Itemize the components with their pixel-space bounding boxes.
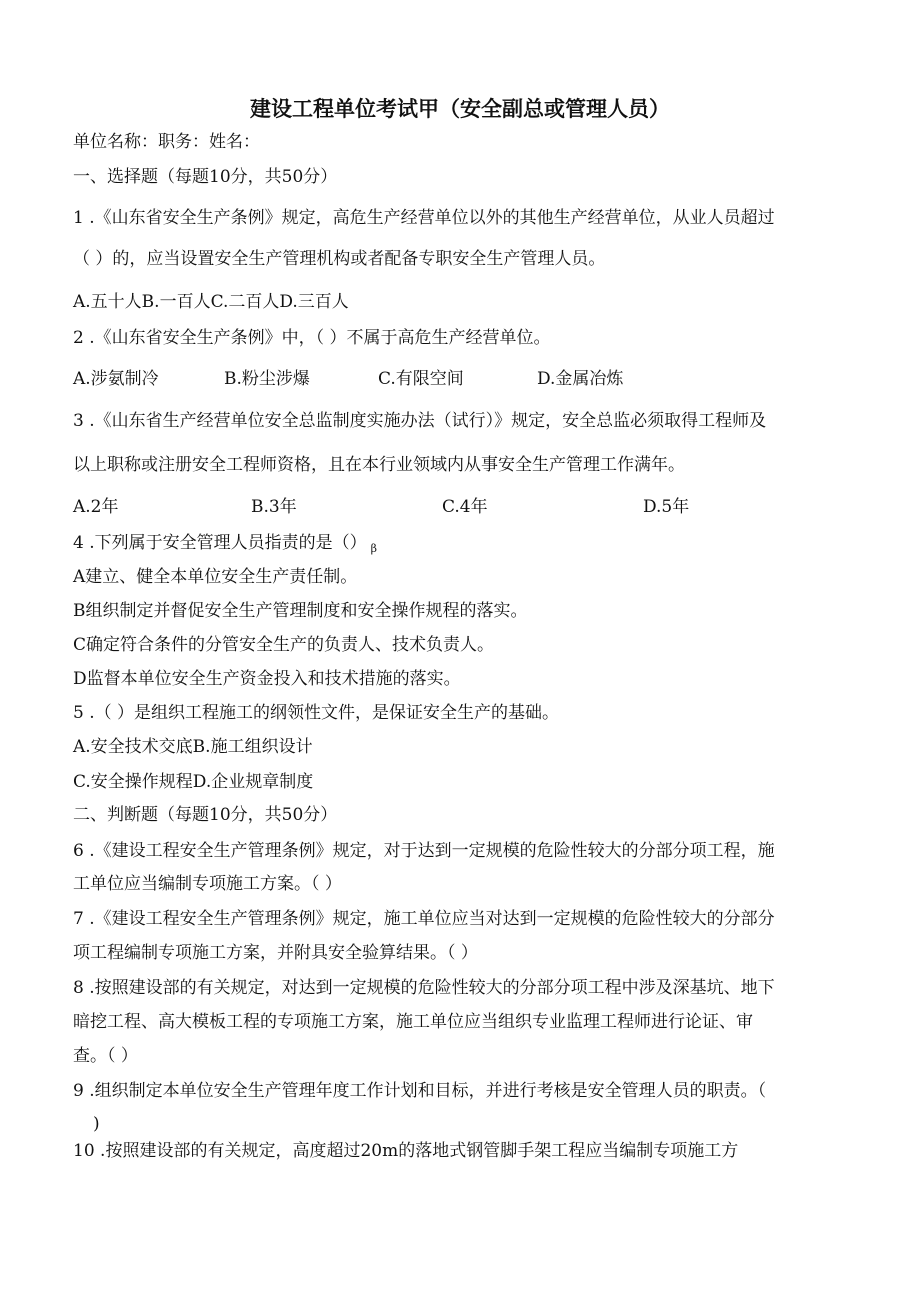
question-3-option-c: C.4年 bbox=[442, 497, 488, 517]
question-1-line-2: （ ）的，应当设置安全生产管理机构或者配备专职安全生产管理人员。 bbox=[73, 249, 606, 269]
question-4-mark: β bbox=[370, 542, 377, 555]
question-2-option-a: A.涉氨制冷 bbox=[73, 369, 159, 389]
question-4-option-c: C确定符合条件的分管安全生产的负责人、技术负责人。 bbox=[73, 635, 495, 655]
question-10-line-1: 10 .按照建设部的有关规定，高度超过20m的落地式钢管脚手架工程应当编制专项施工方 bbox=[73, 1141, 739, 1161]
question-9-line-2: ) bbox=[93, 1114, 100, 1134]
question-2-line-1: 2 .《山东省安全生产条例》中，（ ）不属于高危生产经营单位。 bbox=[73, 328, 551, 348]
section-title-choice: 一、选择题（每题10分，共50分） bbox=[73, 167, 338, 187]
question-4-option-a: A建立、健全本单位安全生产责任制。 bbox=[73, 567, 358, 587]
question-5-line-1: 5 .（ ）是组织工程施工的纲领性文件，是保证安全生产的基础。 bbox=[73, 703, 560, 723]
question-9-line-1: 9 .组织制定本单位安全生产管理年度工作计划和目标，并进行考核是安全管理人员的职责。（ bbox=[73, 1081, 767, 1101]
question-3-option-b: B.3年 bbox=[251, 497, 297, 517]
section-title-judgment: 二、判断题（每题10分，共50分） bbox=[73, 805, 338, 825]
question-7-line-2: 项工程编制专项施工方案，并附具安全验算结果。（ ） bbox=[73, 943, 478, 963]
question-2-option-c: C.有限空间 bbox=[378, 369, 464, 389]
question-4-option-d: D监督本单位安全生产资金投入和技术措施的落实。 bbox=[73, 669, 461, 689]
question-8-line-2: 暗挖工程、高大模板工程的专项施工方案，施工单位应当组织专业监理工程师进行论证、审 bbox=[73, 1012, 753, 1032]
question-6-line-2: 工单位应当编制专项施工方案。（ ） bbox=[73, 874, 342, 894]
question-6-line-1: 6 .《建设工程安全生产管理条例》规定，对于达到一定规模的危险性较大的分部分项工程，施 bbox=[73, 841, 775, 861]
question-1-options: A.五十人B.一百人C.二百人D.三百人 bbox=[73, 292, 349, 312]
question-3-line-2: 以上职称或注册安全工程师资格，且在本行业领域内从事安全生产管理工作满年。 bbox=[73, 455, 685, 475]
question-7-line-1: 7 .《建设工程安全生产管理条例》规定，施工单位应当对达到一定规模的危险性较大的分部分 bbox=[73, 909, 775, 929]
question-3-line-1: 3 .《山东省生产经营单位安全总监制度实施办法（试行）》规定，安全总监必须取得工程师及 bbox=[73, 411, 767, 431]
header-info-line: 单位名称：职务：姓名： bbox=[73, 132, 260, 152]
question-5-options-cd: C.安全操作规程D.企业规章制度 bbox=[73, 772, 314, 792]
question-8-line-3: 查。（ ） bbox=[73, 1046, 138, 1066]
question-3-option-a: A.2年 bbox=[73, 497, 119, 517]
question-4-text: 4 .下列属于安全管理人员指责的是（） bbox=[73, 533, 367, 553]
page-title: 建设工程单位考试甲（安全副总或管理人员） bbox=[250, 97, 670, 121]
question-4-line-1 bbox=[73, 532, 377, 560]
question-4-option-b: B组织制定并督促安全生产管理制度和安全操作规程的落实。 bbox=[73, 601, 528, 621]
question-8-line-1: 8 .按照建设部的有关规定，对达到一定规模的危险性较大的分部分项工程中涉及深基坑、地下 bbox=[73, 978, 775, 998]
question-1-line-1: 1 .《山东省安全生产条例》规定，高危生产经营单位以外的其他生产经营单位，从业人员超过 bbox=[73, 208, 775, 228]
question-5-options-ab: A.安全技术交底B.施工组织设计 bbox=[73, 737, 313, 757]
question-2-option-d: D.金属冶炼 bbox=[537, 369, 624, 389]
question-3-option-d: D.5年 bbox=[643, 497, 690, 517]
question-2-option-b: B.粉尘涉爆 bbox=[224, 369, 310, 389]
